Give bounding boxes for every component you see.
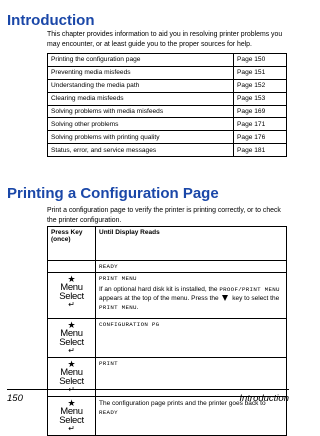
table-row [48,358,287,397]
star-icon: ★ [67,274,76,284]
display-cell: The configuration page prints and the printer goes back to READY [96,397,287,436]
menu-select-key-icon: ★ Menu Select ↵ [57,400,87,432]
section-heading-configuration-page: Printing a Configuration Page [7,185,219,202]
key-cell-empty [48,261,96,273]
footer-rule [7,389,289,390]
menu-select-key-icon: ★ Menu Select ↵ [57,322,87,354]
page-ref-cell: Page 176 [234,131,287,144]
key-cell [48,273,96,319]
section-heading-introduction: Introduction [7,12,95,29]
table-row [48,144,287,157]
table-row [48,54,287,67]
table-row [48,105,287,118]
menu-select-key-icon: ★ Menu Select ↵ [57,276,87,308]
table-row [48,92,287,105]
page-ref-cell: Page 181 [234,144,287,157]
table-row [48,79,287,92]
topic-cell: Status, error, and service messages [48,144,234,157]
page-ref-cell: Page 169 [234,105,287,118]
column-header-key: Press Key (once) [48,227,96,261]
display-text: PRINT [99,360,118,367]
topic-cell: Solving problems with printing quality [48,131,234,144]
column-header-display: Until Display Reads [96,227,287,261]
topic-cell: Solving problems with media misfeeds [48,105,234,118]
page-ref-cell: Page 150 [234,54,287,67]
display-cell [96,358,287,397]
table-row [48,131,287,144]
star-icon: ★ [67,398,76,408]
table-row [48,118,287,131]
enter-arrow-icon: ↵ [68,300,75,309]
topic-cell: Understanding the media path [48,79,234,92]
star-icon: ★ [67,359,76,369]
page-ref-cell: Page 152 [234,79,287,92]
topic-cell: Solving other problems [48,118,234,131]
topic-cell: Preventing media misfeeds [48,66,234,79]
key-cell [48,358,96,397]
key-cell [48,397,96,436]
enter-arrow-icon: ↵ [68,424,75,433]
display-text: CONFIGURATION PG [99,321,160,328]
table-header-row [48,227,287,261]
display-cell [96,261,287,273]
display-text: READY [99,263,118,270]
menu-select-key-icon: ★ Menu Select ↵ [57,361,87,393]
intro-paragraph: This chapter provides information to aid you in resolving printer problems you may encounter, or at least guide you to the proper sources for help. [47,31,283,48]
table-row [48,66,287,79]
topic-cell: Clearing media misfeeds [48,92,234,105]
page-ref-cell: Page 151 [234,66,287,79]
table-row [48,319,287,358]
result-text: The configuration page prints and the printer goes back to [99,400,266,407]
page-ref-cell: Page 153 [234,92,287,105]
page-number: 150 [7,393,23,404]
enter-arrow-icon: ↵ [68,346,75,355]
topic-cell: Printing the configuration page [48,54,234,67]
enter-arrow-icon: ↵ [68,385,75,394]
down-arrow-key-icon [222,295,228,301]
key-cell [48,319,96,358]
topics-table [47,53,287,157]
config-paragraph: Print a configuration page to verify the printer is printing correctly, or to check the printer configuration. [47,207,281,224]
footer-title: Introduction [239,393,289,404]
star-icon: ★ [67,320,76,330]
steps-table [47,226,287,436]
display-cell [96,319,287,358]
display-cell [96,273,287,319]
display-note: If an optional hard disk kit is installed, the PROOF/PRINT MENU appears at the top of the menu. Press the key to select the PRINT MENU. [99,286,280,311]
table-row [48,273,287,319]
page-ref-cell: Page 171 [234,118,287,131]
display-text: PRINT MENU [99,275,137,282]
table-row [48,261,287,273]
